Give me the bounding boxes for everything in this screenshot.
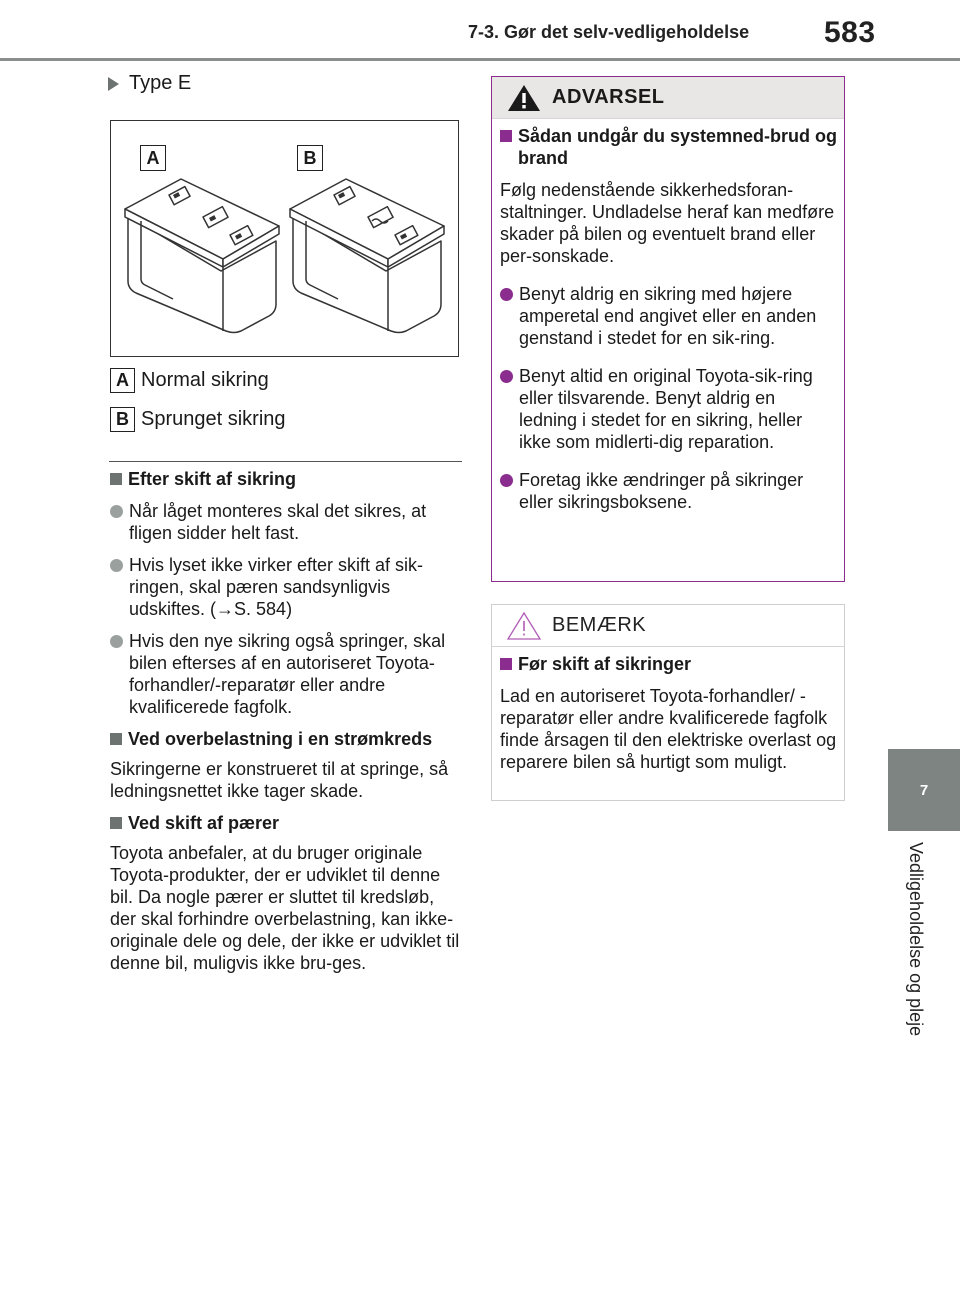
chapter-label: Vedligeholdelse og pleje: [906, 842, 926, 1037]
type-label: Type E: [129, 72, 192, 94]
section-text: Sikringerne er konstrueret til at springe, så ledningsnettet ikke tager skade.: [110, 759, 449, 801]
dot-bullet-icon: [110, 505, 123, 518]
section-heading: Ved skift af pærer: [110, 812, 462, 834]
legend-a-key: A: [110, 368, 135, 393]
list-item: Benyt aldrig en sikring med højere amperetal end angivet eller en anden genstand i stedet for en sik-ring.: [500, 283, 838, 349]
list-item: Foretag ikke ændringer på sikringer eller sikringsboksene.: [500, 469, 838, 513]
note-title: BEMÆRK: [552, 614, 647, 636]
square-bullet-icon: [500, 658, 512, 670]
triangle-bullet-icon: [108, 77, 119, 91]
list-item: Hvis den nye sikring også springer, skal bilen efterses af en autoriseret Toyota-forhandler/-reparatør eller andre kvalificerede fagfolk.: [110, 630, 462, 718]
note-content: [500, 653, 838, 773]
square-bullet-icon: [500, 130, 512, 142]
dot-bullet-icon: [110, 635, 123, 648]
header-rule: [0, 58, 960, 61]
note-box: [491, 604, 845, 801]
square-bullet-icon: [110, 817, 122, 829]
list-item: Når låget monteres skal det sikres, at fligen sidder helt fast.: [110, 500, 462, 544]
warning-box: [491, 76, 845, 582]
info-section-1: [110, 468, 462, 974]
dot-bullet-icon: [110, 559, 123, 572]
note-text: Lad en autoriseret Toyota-forhandler/ -reparatør eller andre kvalificerede fagfolk finde årsagen til den elektriske overlast og reparere bilen så hurtigt som muligt.: [500, 686, 837, 772]
warning-header: [492, 77, 844, 119]
section-text: Toyota anbefaler, at du bruger originale Toyota-produkter, der er udviklet til denne bil. Da nogle pærer er sluttet til kredsløb, der skal forhindre overbelastning, kan ikke-originale dele og dele, der ikke er udviklet til denne bil, muligvis ikke bru-ges.: [110, 843, 460, 973]
section-title: 7-3. Gør det selv-vedligeholdelse: [468, 22, 750, 42]
note-header: [492, 605, 844, 647]
fuse-drawing: [111, 121, 457, 355]
list-item: Benyt altid en original Toyota-sik-ring eller tilsvarende. Benyt aldrig en ledning i stedet for en sikring, heller ikke som midlerti-dig reparation.: [500, 365, 838, 453]
figure-label-a: A: [140, 145, 166, 171]
warning-triangle-icon: [506, 83, 542, 113]
legend-b-key: B: [110, 407, 135, 432]
warning-title: ADVARSEL: [552, 86, 665, 108]
dot-bullet-icon: [500, 474, 513, 487]
note-heading: Før skift af sikringer: [500, 653, 838, 675]
list-item: Hvis lyset ikke virker efter skift af sik-ringen, skal pæren sandsynligvis udskiftes. (→S. 584): [110, 554, 462, 620]
chapter-tab[interactable]: 7: [888, 749, 960, 831]
warning-intro: Følg nedenstående sikkerhedsforan-staltninger. Undladelse heraf kan medføre skader på bilen og eventuelt brand eller per-sonskade.: [500, 180, 835, 266]
legend-b: [110, 407, 286, 432]
dot-bullet-icon: [500, 288, 513, 301]
fuse-illustration: [110, 120, 459, 357]
square-bullet-icon: [110, 733, 122, 745]
legend-a-text: Normal sikring: [141, 369, 269, 391]
type-heading: [108, 72, 191, 95]
legend-b-text: Sprunget sikring: [141, 408, 286, 430]
legend-a: [110, 368, 269, 393]
warning-content: [500, 125, 838, 513]
section-heading: Ved overbelastning i en strømkreds: [110, 728, 462, 750]
dot-bullet-icon: [500, 370, 513, 383]
figure-label-b: B: [297, 145, 323, 171]
caution-triangle-icon: [506, 611, 542, 641]
section-divider: [109, 461, 462, 462]
section-heading: Efter skift af sikring: [110, 468, 462, 490]
warning-heading: Sådan undgår du systemned-brud og brand: [500, 125, 838, 169]
page-number: 583: [824, 16, 876, 49]
square-bullet-icon: [110, 473, 122, 485]
